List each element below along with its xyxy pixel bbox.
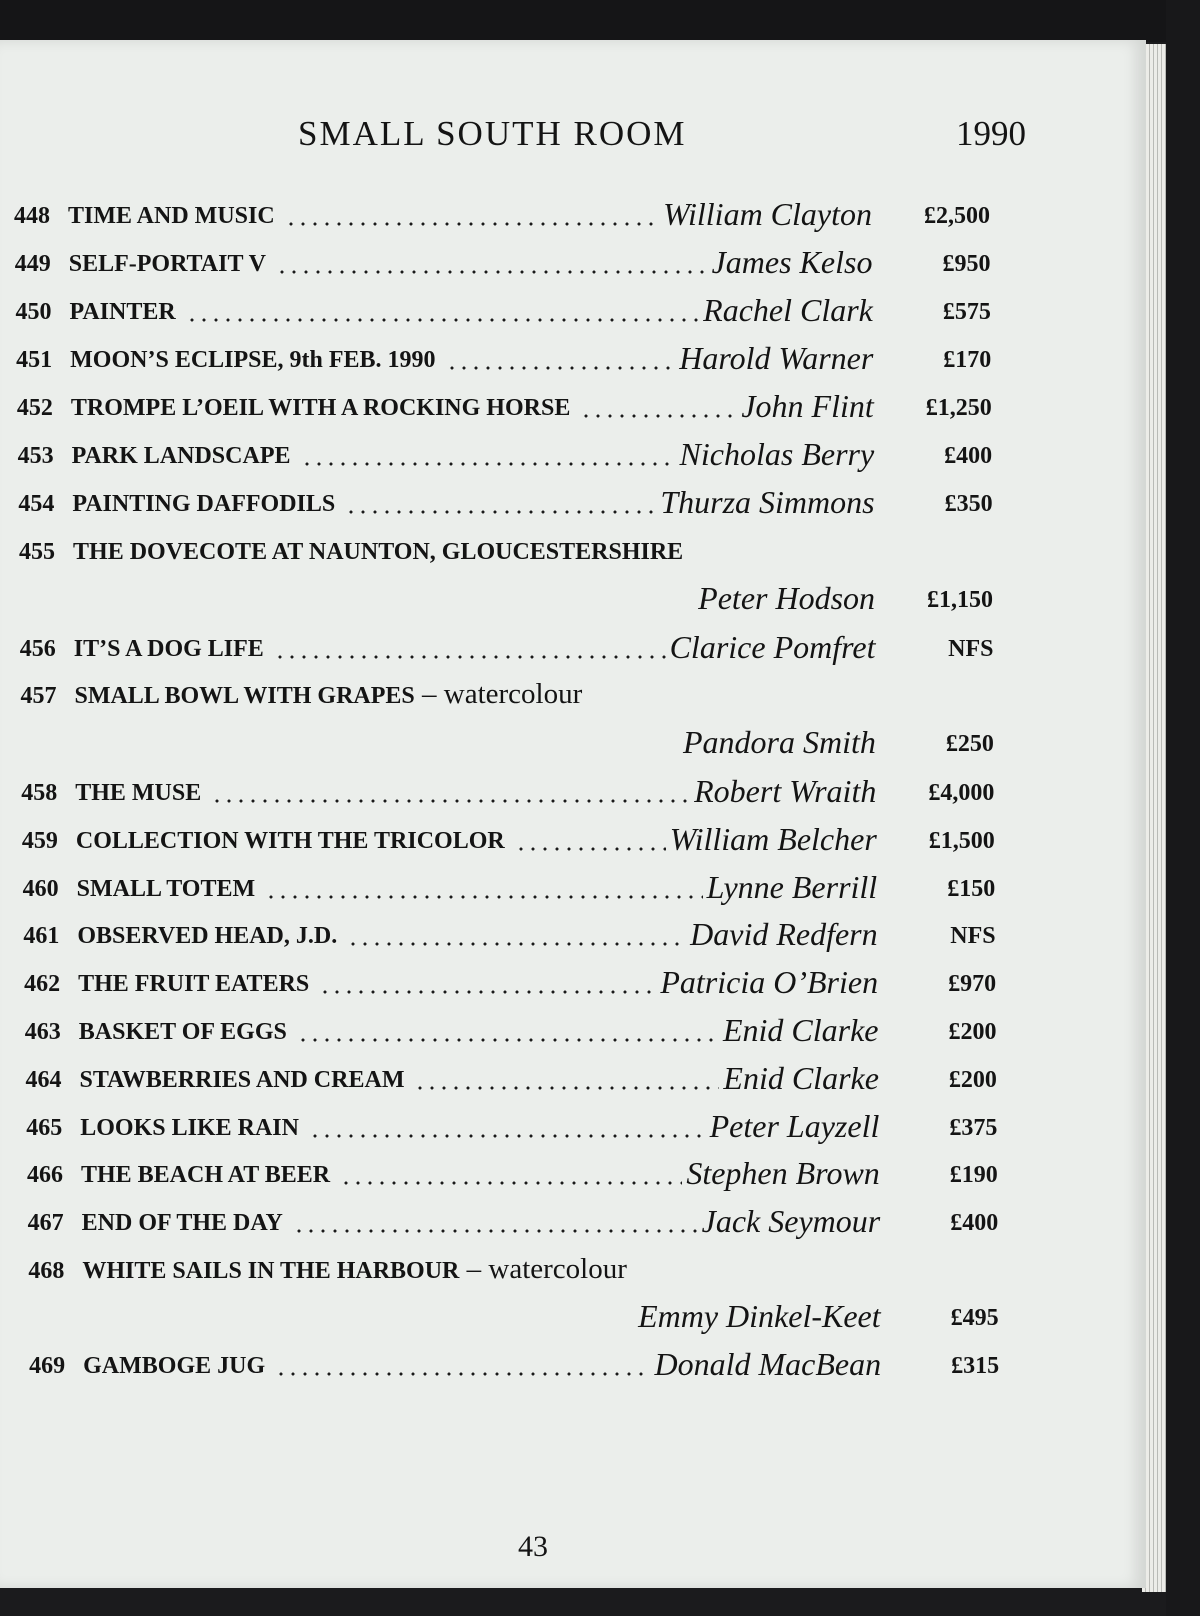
entry-title xyxy=(75,779,201,807)
entry-artist: Enid Clarke xyxy=(722,1012,879,1048)
dot-leader xyxy=(186,318,699,322)
dot-leader xyxy=(414,1086,719,1090)
catalogue-entry-continuation xyxy=(0,1292,1146,1332)
entry-artist: Harold Warner xyxy=(679,340,874,376)
entry-artist: William Belcher xyxy=(669,821,877,857)
entry-number: 469 xyxy=(29,1353,66,1379)
entry-title-text: BASKET OF EGGS xyxy=(78,1019,287,1045)
entry-title-text: IT’S A DOG LIFE xyxy=(73,636,264,662)
entry-price: £350 xyxy=(944,491,993,517)
entry-number: 457 xyxy=(20,683,57,709)
entry-medium: – watercolour xyxy=(414,678,583,710)
entry-number: 461 xyxy=(23,923,60,949)
dot-leader xyxy=(446,366,676,370)
entry-artist: Emmy Dinkel-Keet xyxy=(638,1298,881,1334)
entry-title-text: WHITE SAILS IN THE HARBOUR xyxy=(82,1258,460,1284)
entry-artist: Patricia O’Brien xyxy=(660,964,879,1000)
catalogue-entry xyxy=(0,1006,1146,1046)
catalogue-entry xyxy=(0,430,1146,470)
entry-title xyxy=(81,1161,330,1189)
entry-title xyxy=(70,346,435,374)
entry-title-text: THE MUSE xyxy=(75,780,202,806)
entry-number: 460 xyxy=(22,876,59,902)
entry-title-text: SMALL BOWL WITH GRAPES xyxy=(74,683,415,709)
entry-artist: William Clayton xyxy=(663,196,872,232)
entry-title-text: SMALL TOTEM xyxy=(76,876,256,902)
entry-price: £375 xyxy=(949,1115,998,1141)
catalogue-entry xyxy=(0,1245,1146,1285)
catalogue-entry xyxy=(0,1054,1146,1094)
entry-title xyxy=(77,922,337,950)
entry-title-text: PAINTER xyxy=(69,299,176,325)
entry-title xyxy=(77,875,256,903)
catalogue-entry xyxy=(0,286,1146,326)
entry-title-text: END OF THE DAY xyxy=(81,1210,283,1236)
entry-title xyxy=(74,680,582,710)
entry-price: £495 xyxy=(950,1305,999,1331)
entry-title-text: THE FRUIT EATERS xyxy=(78,971,310,997)
entry-number: 458 xyxy=(21,780,58,806)
dot-leader xyxy=(515,847,666,851)
entry-title xyxy=(82,1209,283,1237)
entry-artist: Stephen Brown xyxy=(686,1155,880,1191)
entry-artist: Pandora Smith xyxy=(683,724,876,760)
entry-title xyxy=(69,298,175,326)
entry-price: £170 xyxy=(943,347,992,373)
entry-title-text: STAWBERRIES AND CREAM xyxy=(79,1067,405,1093)
entry-title xyxy=(74,635,264,663)
entry-number: 450 xyxy=(15,299,52,325)
catalogue-entry xyxy=(0,1102,1146,1142)
dot-leader xyxy=(347,942,686,946)
page-number: 43 xyxy=(518,1530,548,1563)
entry-title-text: MOON’S ECLIPSE, 9th FEB. 1990 xyxy=(70,347,436,373)
catalogue-entry-continuation xyxy=(0,718,1146,758)
catalogue-entry xyxy=(0,670,1146,710)
entry-artist: Thurza Simmons xyxy=(660,484,875,520)
catalogue-entry xyxy=(0,815,1146,855)
entry-number: 456 xyxy=(19,636,56,662)
entry-price: £250 xyxy=(945,731,994,757)
entry-number: 455 xyxy=(19,539,56,565)
entry-title-text: THE BEACH AT BEER xyxy=(80,1162,331,1188)
catalogue-entry-continuation xyxy=(0,574,1146,614)
entry-artist: Rachel Clark xyxy=(703,292,873,328)
entry-price: £400 xyxy=(950,1210,999,1236)
dot-leader xyxy=(319,990,656,994)
entry-number: 451 xyxy=(16,347,53,373)
catalogue-entry xyxy=(0,382,1146,422)
scan-background-top xyxy=(0,0,1200,42)
entry-title xyxy=(79,1018,287,1046)
dot-leader xyxy=(275,1372,650,1376)
dot-leader xyxy=(309,1134,706,1138)
dot-leader xyxy=(580,414,737,418)
room-title: SMALL SOUTH ROOM xyxy=(298,114,687,153)
entry-title-text: GAMBOGE JUG xyxy=(83,1353,266,1379)
entry-number: 466 xyxy=(26,1162,63,1188)
entry-title xyxy=(72,490,335,518)
entry-number: 452 xyxy=(16,395,53,421)
entry-title xyxy=(73,538,683,566)
catalogue-entry xyxy=(0,478,1146,518)
catalogue-page xyxy=(0,40,1146,1588)
entry-number: 467 xyxy=(27,1210,64,1236)
catalogue-entry xyxy=(0,623,1146,663)
entry-title-text: LOOKS LIKE RAIN xyxy=(80,1115,299,1141)
entry-title-text: THE DOVECOTE AT NAUNTON, GLOUCESTERSHIRE xyxy=(73,539,684,565)
catalogue-year: 1990 xyxy=(956,114,1026,153)
entry-artist: Peter Hodson xyxy=(698,580,876,616)
catalogue-entry xyxy=(0,190,1146,230)
entry-title-text: OBSERVED HEAD, J.D. xyxy=(77,923,338,949)
entry-title-text: PAINTING DAFFODILS xyxy=(72,491,336,517)
entry-number: 463 xyxy=(24,1019,61,1045)
entry-price: £1,500 xyxy=(928,828,995,854)
entry-medium: – watercolour xyxy=(459,1253,627,1285)
catalogue-entry xyxy=(0,958,1146,998)
entry-title xyxy=(68,202,275,230)
entry-price: £200 xyxy=(948,1019,997,1045)
entry-artist: Clarice Pomfret xyxy=(669,629,876,665)
entry-number: 448 xyxy=(14,203,50,229)
entry-number: 464 xyxy=(25,1067,62,1093)
dot-leader xyxy=(211,799,690,803)
dot-leader xyxy=(297,1038,719,1042)
catalogue-entry xyxy=(0,910,1146,950)
entry-price: £1,150 xyxy=(927,587,994,613)
entry-title xyxy=(83,1352,265,1380)
entry-number: 462 xyxy=(24,971,61,997)
catalogue-entry xyxy=(0,1149,1146,1189)
catalogue-entry xyxy=(0,334,1146,374)
entry-artist: David Redfern xyxy=(690,916,878,952)
entry-number: 454 xyxy=(18,491,55,517)
entry-price: £1,250 xyxy=(925,395,992,421)
dot-leader xyxy=(265,895,702,899)
dot-leader xyxy=(345,510,656,514)
entry-title-text: COLLECTION WITH THE TRICOLOR xyxy=(75,828,505,854)
entry-title xyxy=(78,970,309,998)
entry-artist: James Kelso xyxy=(711,244,873,280)
entry-number: 453 xyxy=(17,443,54,469)
entry-number: 459 xyxy=(21,828,58,854)
entry-artist: Peter Layzell xyxy=(709,1108,880,1144)
dot-leader xyxy=(301,462,676,466)
entry-price: £2,500 xyxy=(924,203,990,229)
entry-price: £950 xyxy=(942,251,991,277)
entry-title xyxy=(76,827,505,855)
entry-price: £150 xyxy=(947,876,996,902)
entry-price: NFS xyxy=(948,636,994,662)
catalogue-entry xyxy=(0,1340,1146,1380)
scan-background-right xyxy=(1166,0,1200,1616)
entry-price: £4,000 xyxy=(928,780,995,806)
entry-price: £190 xyxy=(949,1162,998,1188)
catalogue-entry xyxy=(0,526,1146,566)
catalogue-entry xyxy=(0,863,1146,903)
dot-leader xyxy=(276,270,708,274)
dot-leader xyxy=(340,1181,682,1185)
entry-number: 468 xyxy=(28,1258,65,1284)
entry-title xyxy=(71,394,570,422)
dot-leader xyxy=(293,1229,698,1233)
dot-leader xyxy=(285,222,659,226)
entry-title xyxy=(80,1066,405,1094)
entry-artist: Enid Clarke xyxy=(723,1060,879,1096)
entry-title xyxy=(80,1114,299,1142)
entry-price: £575 xyxy=(942,299,991,325)
entry-artist: Robert Wraith xyxy=(694,773,877,809)
entry-artist: John Flint xyxy=(741,388,874,424)
entry-title xyxy=(69,250,266,278)
entry-artist: Jack Seymour xyxy=(701,1203,881,1239)
entry-price: £315 xyxy=(951,1353,1000,1379)
entry-price: £970 xyxy=(948,971,997,997)
entry-number: 465 xyxy=(26,1115,63,1141)
catalogue-entry xyxy=(0,238,1146,278)
entry-artist: Lynne Berrill xyxy=(706,869,878,905)
entry-title-text: TIME AND MUSIC xyxy=(68,203,275,229)
entry-title xyxy=(72,442,291,470)
catalogue-entry xyxy=(0,1197,1146,1237)
entry-price: £400 xyxy=(944,443,993,469)
entry-price: NFS xyxy=(950,923,996,949)
entry-number: 449 xyxy=(14,251,51,277)
entry-title-text: PARK LANDSCAPE xyxy=(71,443,291,469)
entry-title xyxy=(82,1255,627,1285)
dot-leader xyxy=(274,655,666,659)
catalogue-entry xyxy=(0,767,1146,807)
entry-price: £200 xyxy=(948,1067,997,1093)
entry-title-text: SELF-PORTAIT V xyxy=(68,251,266,277)
entry-title-text: TROMPE L’OEIL WITH A ROCKING HORSE xyxy=(70,395,571,421)
entry-artist: Nicholas Berry xyxy=(679,436,875,472)
entry-artist: Donald MacBean xyxy=(654,1346,882,1382)
